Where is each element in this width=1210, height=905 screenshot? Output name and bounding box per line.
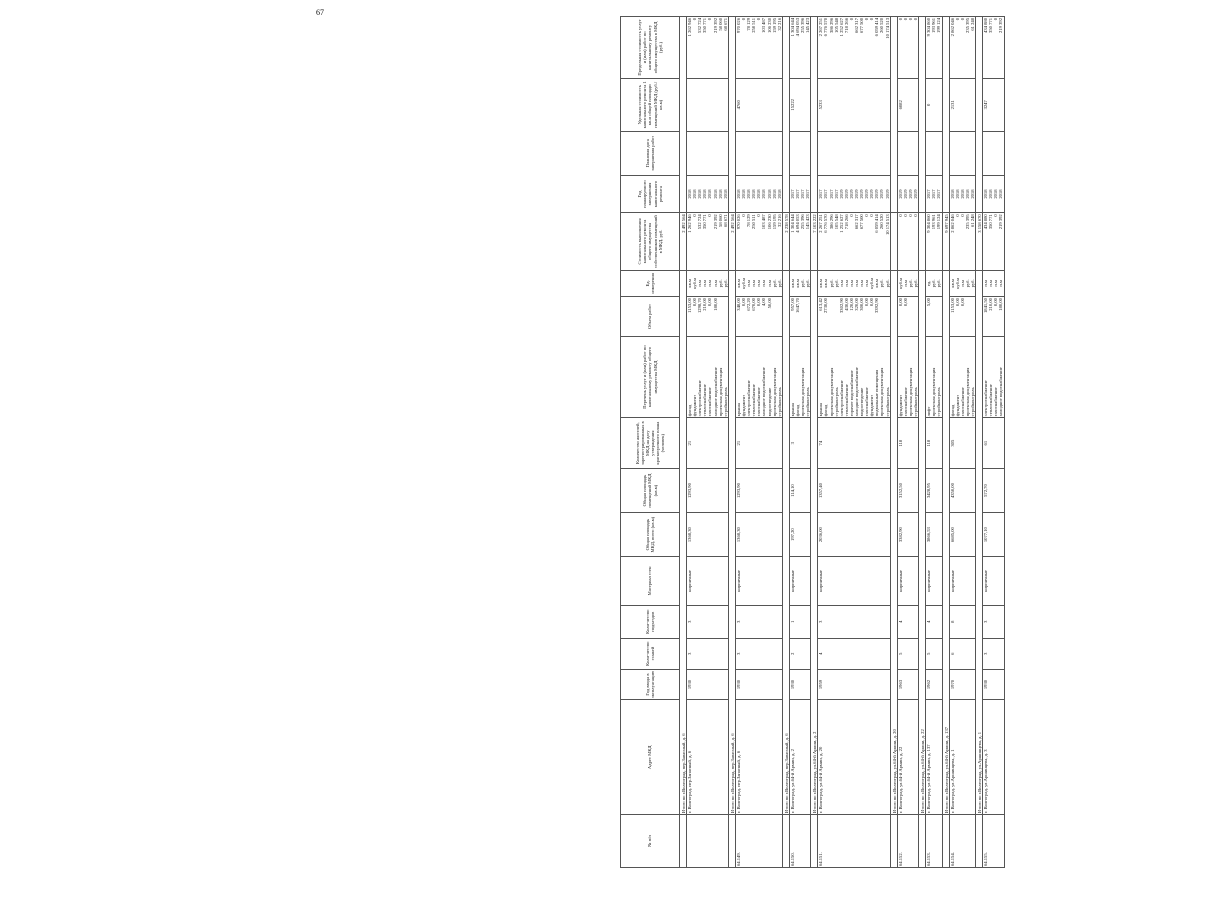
residents: 21 — [735, 418, 782, 469]
total-rest — [728, 17, 735, 213]
years-list: 2018 2018 2018 2018 — [983, 175, 1004, 212]
limits-list: 970 026 0 78 129 250 511 0 103 487 106 230 159 195 32 216 — [735, 17, 782, 79]
entrances: 8 — [949, 605, 975, 638]
works-list: фасад фундамент электроснабжение теплоснабжение газоснабжение холодное водоснабжение проектная документация стройконтроль — [687, 336, 729, 418]
residents: 74 — [818, 418, 890, 469]
total-spacer — [782, 815, 789, 868]
entrances: 3 — [687, 605, 729, 638]
total-rest — [811, 17, 818, 213]
wall-material: кирпичные — [897, 557, 918, 606]
entrances: 3 — [983, 605, 1004, 638]
years-list: 2018 2018 2018 2018 2018 2018 2018 2018 — [687, 175, 729, 212]
entrances: 3 — [818, 605, 890, 638]
residents: 21 — [687, 418, 729, 469]
address: г. Волгоград, ул.64-й Армии, д. 20 — [818, 700, 890, 815]
total-row — [976, 17, 983, 868]
row-number: 64.151. — [818, 815, 890, 868]
total-spacer — [942, 815, 949, 868]
years-list: 2018 2018 2018 2018 2018 — [949, 175, 975, 212]
table-header-row — [621, 17, 680, 868]
column-header: Общая площадь МКД, всего (кв.м) — [621, 513, 680, 557]
unit-cost: 2131 — [949, 78, 975, 131]
units-list: ед. руб. руб. — [926, 270, 942, 296]
total-cost: 2 238 578 — [782, 213, 789, 270]
wall-material: кирпичные — [687, 557, 729, 606]
total-spacer — [890, 815, 897, 868]
area-rooms: 572,70 — [983, 469, 1004, 513]
year-built: 1930 — [687, 669, 729, 700]
plan-date — [687, 131, 729, 175]
residents: 118 — [926, 418, 942, 469]
area-total: 1368,30 — [735, 513, 782, 557]
column-header: Коли-чество этажей — [621, 638, 680, 669]
total-rest — [680, 17, 687, 213]
units-list: кв.м куб.м п.м п.м п.м п.м п.м руб. руб. — [735, 270, 782, 296]
row-number: 64.154. — [949, 815, 975, 868]
wall-material: кирпичные — [735, 557, 782, 606]
total-label: Итого по г.Волгоград, пер.Запасный, д. 6 — [728, 270, 735, 814]
column-header: Удельная стоимость капитального ремонта 1 кв.м общей площади помещений МКД (руб./кв.м) — [621, 78, 680, 131]
register-table-rotated — [620, 16, 1210, 868]
row-number: 64.155. — [983, 815, 1004, 868]
entrances: 4 — [897, 605, 918, 638]
column-header: Плановая дата завершения работ — [621, 131, 680, 175]
area-total: 3382,90 — [897, 513, 918, 557]
works-list: электроснабжение теплоснабжение газоснабжение холодное водоснабжение — [983, 336, 1004, 418]
capital-repair-table — [620, 16, 1005, 868]
volumes-list: 957,00 1647,70 — [789, 297, 810, 337]
costs-list: 970 026 0 78 129 250 511 0 103 487 106 230 159 195 32 216 — [735, 213, 782, 270]
units-list: кв.м кв.м руб. руб. п.м п.м п.м п.м п.м п.м куб.м кв.м руб. руб. — [818, 270, 890, 296]
address: г. Волгоград, ул.64-й Армии, д. 137 — [926, 700, 942, 815]
limits-list: 1 304 644 4 694 053 255 396 145 423 — [789, 17, 810, 79]
wall-material: кирпичные — [949, 557, 975, 606]
volumes-list: 0,00 0,00 — [897, 297, 918, 337]
total-label: Итого по г.Волгоград, ул.64-й Армии, д. 22 — [919, 270, 926, 814]
residents: 61 — [983, 418, 1004, 469]
volumes-list: 1841,50 210,00 0,00 180,00 — [983, 297, 1004, 337]
area-total: 3866,53 — [926, 513, 942, 557]
row-number: 64.150. — [789, 815, 810, 868]
total-spacer — [811, 815, 818, 868]
area-total: 6685,00 — [949, 513, 975, 557]
units-list: куб.м п.м руб. руб. — [897, 270, 918, 296]
wall-material: кирпичные — [926, 557, 942, 606]
row-number: 64.149. — [735, 815, 782, 868]
area-total: 1077,10 — [983, 513, 1004, 557]
volumes-list: 1153,00 0,00 0,00 — [949, 297, 975, 337]
costs-list: 2 862 046 0 0 235 395 61 248 — [949, 213, 975, 270]
entrances: 1 — [789, 605, 810, 638]
page-number: 67 — [316, 8, 324, 17]
year-built: 1963 — [897, 669, 918, 700]
total-cost — [890, 213, 897, 270]
limits-list: 2 267 251 6 776 570 386 296 105 548 1 252 627 718 266 0 662 317 677 500 0 0 6 059 414 260 520 10 174 513 — [818, 17, 890, 79]
floors: 5 — [897, 638, 918, 669]
residents: 3 — [789, 418, 810, 469]
volumes-list: 613,42 2730,00 3302,90 430,00 120,00 320,00 300,00 0,00 0,00 3392,90 — [818, 297, 890, 337]
year-built: 1930 — [735, 669, 782, 700]
area-total: 2036,00 — [818, 513, 890, 557]
area-rooms: 1293,90 — [687, 469, 729, 513]
row-number — [687, 815, 729, 868]
column-header: Количество жителей, зарегистрированных в МКД на дату утверждения краткосрочного плана (человек) — [621, 418, 680, 469]
plan-date — [818, 131, 890, 175]
works-list: лифт проектная документация стройконтроль — [926, 336, 942, 418]
address: г. Волгоград, ул.64-й Армии, д. 2 — [789, 700, 810, 815]
total-label: Итого по г.Волгоград, ул.64-й Армии, д. 20 — [890, 270, 897, 814]
area-rooms: 1357,40 — [818, 469, 890, 513]
table-row — [926, 17, 942, 868]
column-header: Адрес МКД — [621, 700, 680, 815]
residents: 118 — [897, 418, 918, 469]
column-header: Общая площадь помещений МКД (кв.м) — [621, 469, 680, 513]
unit-cost: 4760 — [735, 78, 782, 131]
year-built: 1930 — [789, 669, 810, 700]
column-header: Объем работ — [621, 297, 680, 337]
area-rooms: 3428,95 — [926, 469, 942, 513]
total-row — [680, 17, 687, 868]
total-rest — [942, 17, 949, 213]
total-row — [919, 17, 926, 868]
total-row — [942, 17, 949, 868]
unit-cost: 3247 — [983, 78, 1004, 131]
volumes-list: 1153,00 0,00 1298,70 210,00 0,00 180,00 — [687, 297, 729, 337]
total-spacer — [680, 815, 687, 868]
units-list: кв.м куб.м п.м руб. руб. — [949, 270, 975, 296]
table-row — [789, 17, 810, 868]
area-total: 1368,30 — [687, 513, 729, 557]
table-row — [687, 17, 729, 868]
address: г. Волгоград, ул.Аршинцева, д. 1 — [949, 700, 975, 815]
unit-cost: 6082 — [897, 78, 918, 131]
works-list: крыша фундамент электроснабжение теплоснабжение газоснабжение холодное водоснабжение водоотведение проектная документация стройконтроль — [735, 336, 782, 418]
column-header: Ед. измерения — [621, 270, 680, 296]
total-spacer — [976, 815, 983, 868]
works-list: фундамент газоснабжение проектная документация стройконтроль — [897, 336, 918, 418]
year-built: 1970 — [949, 669, 975, 700]
table-row — [735, 17, 782, 868]
limits-list: 434 880 350 771 0 219 392 — [983, 17, 1004, 79]
area-rooms: 4350,00 — [949, 469, 975, 513]
floors: 2 — [789, 638, 810, 669]
year-built: 1962 — [926, 669, 942, 700]
works-list: крыша фасад проектная документация стройконтроль — [789, 336, 810, 418]
floors: 3 — [983, 638, 1004, 669]
entrances: 4 — [926, 605, 942, 638]
costs-list: 434 880 350 771 0 219 392 — [983, 213, 1004, 270]
area-rooms: 3152,50 — [897, 469, 918, 513]
units-list: п.м п.м п.м п.м — [983, 270, 1004, 296]
costs-list: 0 0 0 0 — [897, 213, 918, 270]
limits-list: 2 862 046 0 0 235 395 61 248 — [949, 17, 975, 79]
row-number: 64.152. — [897, 815, 918, 868]
years-list: 2017 2017 2017 — [926, 175, 942, 212]
total-rest — [976, 17, 983, 213]
area-rooms: 114,10 — [789, 469, 810, 513]
wall-material: кирпичные — [789, 557, 810, 606]
wall-material: кирпичные — [983, 557, 1004, 606]
plan-date — [789, 131, 810, 175]
total-row — [890, 17, 897, 868]
address: г. Волгоград, ул.Аршинцева, д. 3 — [983, 700, 1004, 815]
total-label: Итого по г.Волгоград, ул.64-й Армии, д. 137 — [942, 270, 949, 814]
plan-date — [897, 131, 918, 175]
address: г. Волгоград, пер.Запасный, д. 6 — [687, 700, 729, 815]
column-header: Перечень услуг и (или) работ по капитальному ремонту общего имущества МКД — [621, 336, 680, 418]
limits-list: 1 262 946 0 532 724 350 771 0 219 392 58 060 68 671 — [687, 17, 729, 79]
column-header: Год ввода в эксплуатацию — [621, 669, 680, 700]
limits-list: 0 0 0 0 — [897, 17, 918, 79]
total-spacer — [728, 815, 735, 868]
table-row — [818, 17, 890, 868]
unit-cost: 15222 — [789, 78, 810, 131]
floors: 3 — [687, 638, 729, 669]
works-list: крыша фасад проектная документация стройконтроль электроснабжение теплоснабжение горячее водоснабжение холодное водоснабжение водоотведение газоснабжение фундамент подвальные помещения проектная документация стройконтроль — [818, 336, 890, 418]
plan-date — [926, 131, 942, 175]
years-list: 2019 2019 2019 2019 — [897, 175, 918, 212]
plan-date — [735, 131, 782, 175]
area-rooms: 1293,90 — [735, 469, 782, 513]
years-list: 2017 2017 2017 2017 — [789, 175, 810, 212]
units-list: кв.м куб.м п.м п.м п.м п.м руб. руб. — [687, 270, 729, 296]
costs-list: 1 304 644 4 694 053 255 396 145 423 — [789, 213, 810, 270]
costs-list: 1 262 946 0 532 724 350 771 0 219 392 58 060 68 671 — [687, 213, 729, 270]
total-cost: 2 492 564 — [680, 213, 687, 270]
total-cost: 2 492 564 — [728, 213, 735, 270]
volumes-list: 5,00 — [926, 297, 942, 337]
area-total: 197,20 — [789, 513, 810, 557]
column-header: Предельная стоимость услуг и (или) работ по капитальному ремонту общего имущества в МКД (руб.) — [621, 17, 680, 79]
row-number: 64.153. — [926, 815, 942, 868]
table-row — [949, 17, 975, 868]
wall-material: кирпичные — [818, 557, 890, 606]
costs-list: 9 304 860 193 961 199 124 — [926, 213, 942, 270]
floors: 5 — [926, 638, 942, 669]
total-row — [728, 17, 735, 868]
address: г. Волгоград, ул.64-й Армии, д. 22 — [897, 700, 918, 815]
total-row — [811, 17, 818, 868]
total-cost: 7 103 222 — [811, 213, 818, 270]
address: г. Волгоград, пер.Запасный, д. 6 — [735, 700, 782, 815]
residents: 305 — [949, 418, 975, 469]
year-built: 1930 — [983, 669, 1004, 700]
table-row — [983, 17, 1004, 868]
table-body — [680, 17, 1005, 868]
total-label: Итого по г.Волгоград, пер.Запасный, д. 6 — [680, 270, 687, 814]
total-label: Итого по г.Волгоград, пер.Запасный, д. 6 — [782, 270, 789, 814]
total-cost: 3 158 670 — [976, 213, 983, 270]
floors: 6 — [949, 638, 975, 669]
costs-list: 2 267 251 6 776 570 386 296 105 548 1 252 627 718 266 0 662 317 677 500 0 0 6 059 414 260 520 10 174 513 — [818, 213, 890, 270]
column-header: № п/п — [621, 815, 680, 868]
limits-list: 9 304 860 193 961 199 124 — [926, 17, 942, 79]
total-cost — [919, 213, 926, 270]
unit-cost: 0 — [926, 78, 942, 131]
entrances: 3 — [735, 605, 782, 638]
table-row — [897, 17, 918, 868]
total-label: Итого по г.Волгоград, ул.Аршинцева, д. 1 — [976, 270, 983, 814]
total-row — [782, 17, 789, 868]
column-header: Стоимость выполнения капитального ремонта общего имущества собственников помещений в МКД, руб. — [621, 213, 680, 270]
column-header: Год планируемого завершения капитального ремонта — [621, 175, 680, 212]
unit-cost — [687, 78, 729, 131]
plan-date — [983, 131, 1004, 175]
units-list: кв.м кв.м руб. руб. — [789, 270, 810, 296]
volumes-list: 348,00 0,00 672,20 670,00 0,00 4,00 50,00 — [735, 297, 782, 337]
year-built: 1959 — [818, 669, 890, 700]
total-spacer — [919, 815, 926, 868]
column-header: Материал стен — [621, 557, 680, 606]
plan-date — [949, 131, 975, 175]
floors: 4 — [818, 638, 890, 669]
total-label: Итого по г.Волгоград, ул.64-й Армии, д. 2 — [811, 270, 818, 814]
years-list: 2017 2017 2017 2017 2019 2019 2019 2019 2019 2019 2019 2019 2019 2019 — [818, 175, 890, 212]
column-header: Коли-чество подъездов — [621, 605, 680, 638]
works-list: фасад фундамент газоснабжение проектная документация стройконтроль — [949, 336, 975, 418]
years-list: 2018 2018 2018 2018 2018 2018 2018 2018 2018 — [735, 175, 782, 212]
total-cost: 9 697 945 — [942, 213, 949, 270]
total-rest — [782, 17, 789, 213]
total-rest — [890, 17, 897, 213]
total-rest — [919, 17, 926, 213]
unit-cost: 5233 — [818, 78, 890, 131]
floors: 3 — [735, 638, 782, 669]
